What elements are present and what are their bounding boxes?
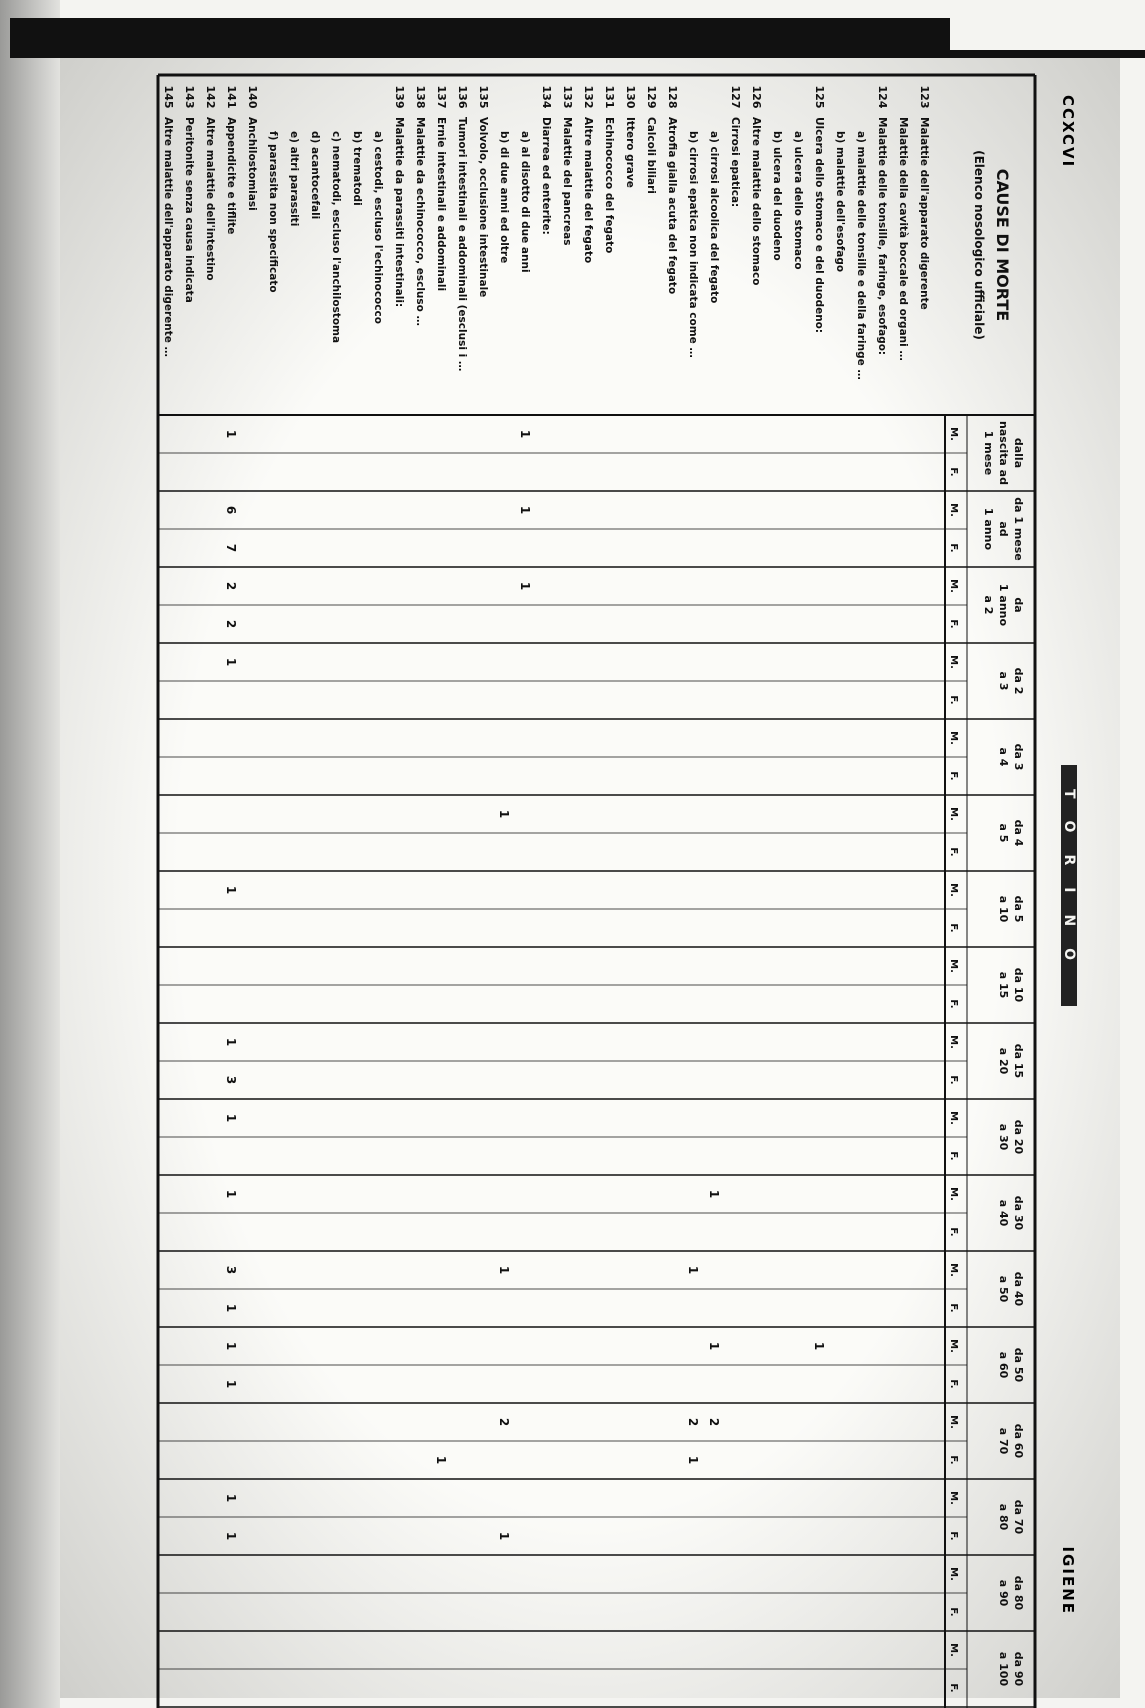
sex-label-f: F. [948, 543, 959, 553]
section-title: IGIENE [1059, 1546, 1077, 1615]
cause-label: Echinococco del fegato [603, 117, 615, 254]
data-value: 2 [686, 1417, 700, 1427]
rotated-table-page [145, 75, 1085, 1693]
sex-label-f: F. [948, 1151, 959, 1161]
age-group-label: da 30 [1012, 1195, 1025, 1231]
data-value: 1 [434, 1455, 448, 1465]
cause-label: b) cirrosi epatica non indicata come … [687, 131, 699, 358]
age-group-label: a 20 [997, 1047, 1010, 1075]
cause-label: Altre malattie dell'apparato digerente … [162, 117, 174, 358]
data-value: 1 [224, 1493, 238, 1503]
sex-label-f: F. [948, 467, 959, 477]
row-number: 123 [918, 85, 931, 109]
cause-label: e) altri parassiti [288, 131, 300, 227]
row-number: 138 [414, 85, 427, 109]
row-number: 137 [435, 85, 448, 109]
data-value: 1 [812, 1341, 826, 1351]
data-value: 1 [224, 1531, 238, 1541]
data-value: 1 [707, 1341, 721, 1351]
data-value: 1 [686, 1265, 700, 1275]
data-value: 2 [224, 581, 238, 591]
data-value: 1 [224, 1379, 238, 1389]
sex-label-m: M. [948, 1415, 959, 1429]
age-group-label: da 70 [1012, 1499, 1025, 1535]
cause-label: Malattie dell'apparato digerente [918, 117, 930, 310]
cause-label: Malattie della cavità boccale ed organi … [897, 117, 909, 361]
sex-label-m: M. [948, 731, 959, 745]
cause-label: Malattie da parassiti intestinali: [393, 117, 405, 308]
cause-label: Calcoli biliari [645, 117, 657, 194]
row-number: 142 [204, 85, 217, 109]
age-group-label: a 90 [997, 1579, 1010, 1607]
cause-label: a) malattie delle tonsille e della faringe … [855, 131, 867, 380]
data-value: 1 [497, 1265, 511, 1275]
row-number: 126 [750, 85, 763, 109]
row-number: 135 [477, 85, 490, 109]
sex-label-m: M. [948, 1491, 959, 1505]
data-value: 2 [497, 1417, 511, 1427]
book-gutter-shadow [0, 0, 60, 1708]
cause-label: b) malattie dell'esofago [834, 131, 846, 273]
sex-label-m: M. [948, 883, 959, 897]
data-value: 1 [497, 1531, 511, 1541]
sex-label-m: M. [948, 1339, 959, 1353]
row-number: 130 [624, 85, 637, 109]
cause-label: a) al disotto di due anni [519, 131, 531, 273]
age-group-label: a 2 [982, 595, 995, 615]
age-group-label: a 5 [997, 823, 1010, 843]
age-group-label: 1 anno [997, 583, 1010, 627]
sex-label-f: F. [948, 1455, 959, 1465]
sex-label-f: F. [948, 695, 959, 705]
city-banner: TORINO [1061, 765, 1077, 1006]
cause-label: Appendicite e tiflite [225, 117, 237, 235]
row-number: 128 [666, 85, 679, 109]
age-group-label: da 15 [1012, 1043, 1025, 1079]
sex-label-m: M. [948, 959, 959, 973]
age-group-label: nascita ad [997, 421, 1010, 485]
age-group-label: da 60 [1012, 1423, 1025, 1459]
data-value: 1 [518, 581, 532, 591]
age-group-label: da 1 mese [1012, 497, 1025, 561]
age-group-label: da 50 [1012, 1347, 1025, 1383]
data-value: 1 [686, 1455, 700, 1465]
cause-label: Altre malattie dello stomaco [750, 117, 762, 286]
data-value: 3 [224, 1075, 238, 1085]
cause-label: a) cirrosi alcoolica del fegato [708, 131, 720, 304]
age-group-label: a 80 [997, 1503, 1010, 1531]
data-value: 2 [224, 619, 238, 629]
cause-label: b) ulcera del duodeno [771, 131, 783, 261]
cause-label: c) nematodi, escluso l'anchilostoma [330, 131, 342, 344]
age-group-label: 1 anno [982, 507, 995, 551]
row-number: 139 [393, 85, 406, 109]
sex-label-m: M. [948, 1263, 959, 1277]
data-value: 1 [224, 1037, 238, 1047]
cause-label: Altre malattie del fegato [582, 117, 594, 264]
row-number: 140 [246, 85, 259, 109]
sex-label-f: F. [948, 619, 959, 629]
cause-label: a) ulcera dello stomaco [792, 131, 804, 270]
data-value: 1 [224, 657, 238, 667]
age-group-label: a 70 [997, 1427, 1010, 1455]
sex-label-m: M. [948, 1111, 959, 1125]
sex-label-f: F. [948, 923, 959, 933]
age-group-label: ad [997, 521, 1010, 537]
cause-label: Altre malattie dell'intestino [204, 117, 216, 281]
cause-label: Atrofia gialla acuta del fegato [666, 117, 678, 295]
cause-label: d) acantocefali [309, 131, 321, 220]
sex-label-f: F. [948, 1075, 959, 1085]
mortality-table [155, 75, 1035, 1693]
age-group-label: da 80 [1012, 1575, 1025, 1611]
row-number: 129 [645, 85, 658, 109]
row-number: 125 [813, 85, 826, 109]
data-value: 1 [224, 1113, 238, 1123]
age-group-label: da 10 [1012, 967, 1025, 1003]
sex-label-f: F. [948, 1227, 959, 1237]
data-value: 3 [224, 1265, 238, 1275]
row-number: 124 [876, 85, 889, 109]
page-header [1045, 75, 1085, 1635]
age-group-label: a 4 [997, 747, 1010, 767]
cause-label: Malattie delle tonsille, faringe, esofago: [876, 117, 888, 356]
age-group-label: a 40 [997, 1199, 1010, 1227]
sex-label-m: M. [948, 1035, 959, 1049]
cause-label: b) di due anni ed oltre [498, 131, 510, 264]
age-group-label: da 40 [1012, 1271, 1025, 1307]
age-group-label: da 5 [1012, 895, 1025, 923]
sex-label-m: M. [948, 1643, 959, 1657]
cause-label: b) trematodi [351, 131, 363, 206]
age-group-label: a 50 [997, 1275, 1010, 1303]
data-value: 1 [518, 505, 532, 515]
age-group-label: dalla [1012, 437, 1025, 469]
data-value: 2 [707, 1417, 721, 1427]
sex-label-m: M. [948, 427, 959, 441]
row-number: 143 [183, 85, 196, 109]
row-number: 127 [729, 85, 742, 109]
age-group-label: da 2 [1012, 667, 1025, 695]
age-group-label: a 10 [997, 895, 1010, 923]
data-value: 1 [224, 1341, 238, 1351]
page-number: CCXCVI [1059, 95, 1077, 169]
sex-label-m: M. [948, 807, 959, 821]
cause-label: Volvolo, occlusione intestinale [477, 117, 489, 298]
row-number: 132 [582, 85, 595, 109]
sex-label-f: F. [948, 1379, 959, 1389]
age-group-label: a 100 [997, 1651, 1010, 1687]
cause-label: Ittero grave [624, 117, 636, 188]
scan-top-border [10, 18, 950, 58]
cause-label: Peritonite senza causa indicata [183, 117, 195, 303]
cause-header: CAUSE DI MORTE [993, 168, 1012, 322]
sex-label-m: M. [948, 1567, 959, 1581]
sex-label-m: M. [948, 579, 959, 593]
row-number: 133 [561, 85, 574, 109]
data-value: 1 [497, 809, 511, 819]
age-group-label: da 90 [1012, 1651, 1025, 1687]
sex-label-f: F. [948, 1303, 959, 1313]
cause-label: Diarrea ed enterite: [540, 117, 552, 235]
cause-label: Tumori intestinali e addominali (esclusi i … [456, 117, 468, 372]
cause-label: Ulcera dello stomaco e del duodeno: [813, 117, 825, 334]
data-value: 1 [707, 1189, 721, 1199]
sex-label-f: F. [948, 847, 959, 857]
age-group-label: a 15 [997, 971, 1010, 999]
data-value: 7 [224, 543, 238, 553]
row-number: 141 [225, 85, 238, 109]
sex-label-m: M. [948, 503, 959, 517]
data-value: 6 [224, 505, 238, 515]
age-group-label: da 3 [1012, 743, 1025, 771]
sex-label-f: F. [948, 999, 959, 1009]
sex-label-m: M. [948, 655, 959, 669]
cause-subheader: (Elenco nosologico ufficiale) [972, 150, 986, 340]
scan-top-right-border [950, 50, 1145, 58]
age-group-label: 1 mese [982, 430, 995, 476]
cause-label: Ernie intestinali e addominali [435, 117, 447, 292]
cause-label: a) cestodi, escluso l'echinococco [372, 131, 384, 324]
sex-label-f: F. [948, 1531, 959, 1541]
data-value: 1 [224, 429, 238, 439]
sex-label-f: F. [948, 1607, 959, 1617]
cause-label: f) parassita non specificato [267, 131, 279, 293]
age-group-label: a 60 [997, 1351, 1010, 1379]
row-number: 136 [456, 85, 469, 109]
data-value: 1 [224, 1189, 238, 1199]
row-number: 145 [162, 85, 175, 109]
cause-label: Cirrosi epatica: [729, 117, 741, 208]
age-group-label: da 4 [1012, 819, 1025, 847]
age-group-label: a 3 [997, 671, 1010, 691]
row-number: 131 [603, 85, 616, 109]
data-value: 1 [224, 885, 238, 895]
sex-label-m: M. [948, 1187, 959, 1201]
cause-label: Malattie del pancreas [561, 117, 573, 246]
cause-label: Anchilostomiasi [246, 117, 258, 211]
sex-label-f: F. [948, 1683, 959, 1693]
data-value: 1 [224, 1303, 238, 1313]
cause-label: Malattie da echinococco, escluso … [414, 117, 426, 327]
sex-label-f: F. [948, 771, 959, 781]
row-number: 134 [540, 85, 553, 109]
data-value: 1 [518, 429, 532, 439]
age-group-label: a 30 [997, 1123, 1010, 1151]
age-group-label: da [1012, 597, 1025, 613]
age-group-label: da 20 [1012, 1119, 1025, 1155]
